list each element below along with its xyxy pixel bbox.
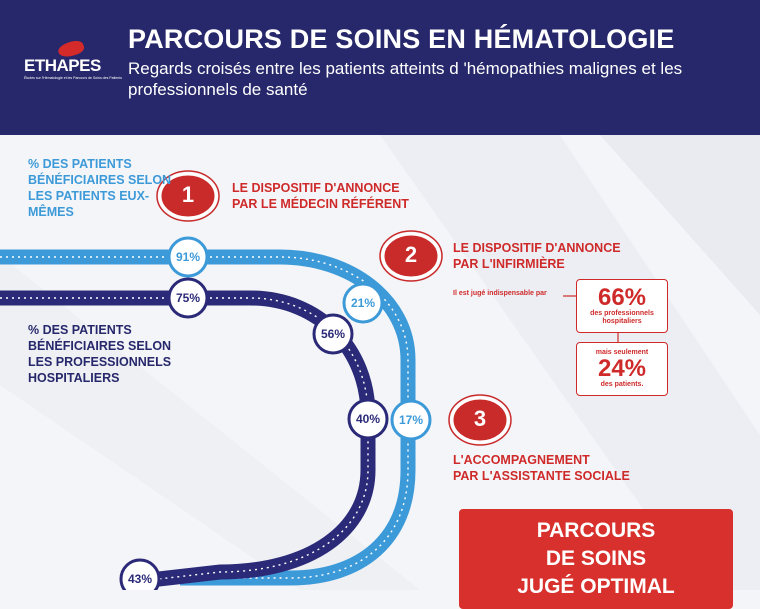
pct-step1-pros: 75%: [175, 291, 201, 305]
indispensable-intro: Il est jugé indispensable par: [453, 290, 547, 297]
pct-step1-patients: 91%: [175, 250, 201, 264]
step2-line2: PAR L'INFIRMIÈRE: [453, 257, 565, 271]
pct-step2-patients: 21%: [350, 296, 376, 310]
stat-66-value: 66%: [597, 284, 647, 311]
step2-text: [453, 240, 621, 272]
optimal-care-text: PARCOURS DE SOINS JUGÉ OPTIMAL: [517, 519, 675, 598]
page-subtitle: Regards croisés entre les patients atteints d 'hémopathies malignes et les professionnels de santé: [128, 59, 683, 99]
step1-number: 1: [181, 182, 195, 207]
step3-line1: L'ACCOMPAGNEMENT: [453, 453, 590, 467]
stat-box-professionals: [576, 279, 668, 333]
stat-box-patients: [576, 342, 668, 396]
pct-step3-pros: 40%: [355, 412, 381, 426]
logo-subtext: Études sur l'Hématologie et les Parcours de Soins des Patients: [24, 76, 122, 80]
optimal-care-box: [459, 509, 733, 609]
step1-text: [232, 180, 409, 212]
step2-line1: LE DISPOSITIF D'ANNONCE: [453, 241, 621, 255]
pct-step2-pros: 56%: [320, 327, 346, 341]
stat-66-text: des professionnels hospitaliers: [590, 310, 654, 325]
step3-number: 3: [473, 406, 487, 431]
pct-step4-pros: 43%: [127, 572, 153, 586]
page-title: PARCOURS DE SOINS EN HÉMATOLOGIE: [128, 24, 675, 54]
patients-legend-label: % DES PATIENTS BÉNÉFICIAIRES SELON LES PATIENTS EUX-MÊMES: [28, 157, 172, 219]
pros-legend-label: % DES PATIENTS BÉNÉFICIAIRES SELON LES PROFESSIONNELS HOSPITALIERS: [28, 323, 172, 385]
stat-24-pre: mais seulement: [595, 349, 649, 356]
stat-24-text: des patients.: [600, 381, 644, 388]
step1-line1: LE DISPOSITIF D'ANNONCE: [232, 181, 400, 195]
logo-text: ETHAPES: [24, 56, 101, 75]
stat-24-value: 24%: [597, 355, 647, 382]
step1-line2: PAR LE MÉDECIN RÉFÉRENT: [232, 197, 409, 211]
step3-text: [453, 452, 630, 484]
pct-step3-patients: 17%: [398, 413, 424, 427]
step3-line2: PAR L'ASSISTANTE SOCIALE: [453, 469, 630, 483]
step2-number: 2: [404, 242, 418, 267]
